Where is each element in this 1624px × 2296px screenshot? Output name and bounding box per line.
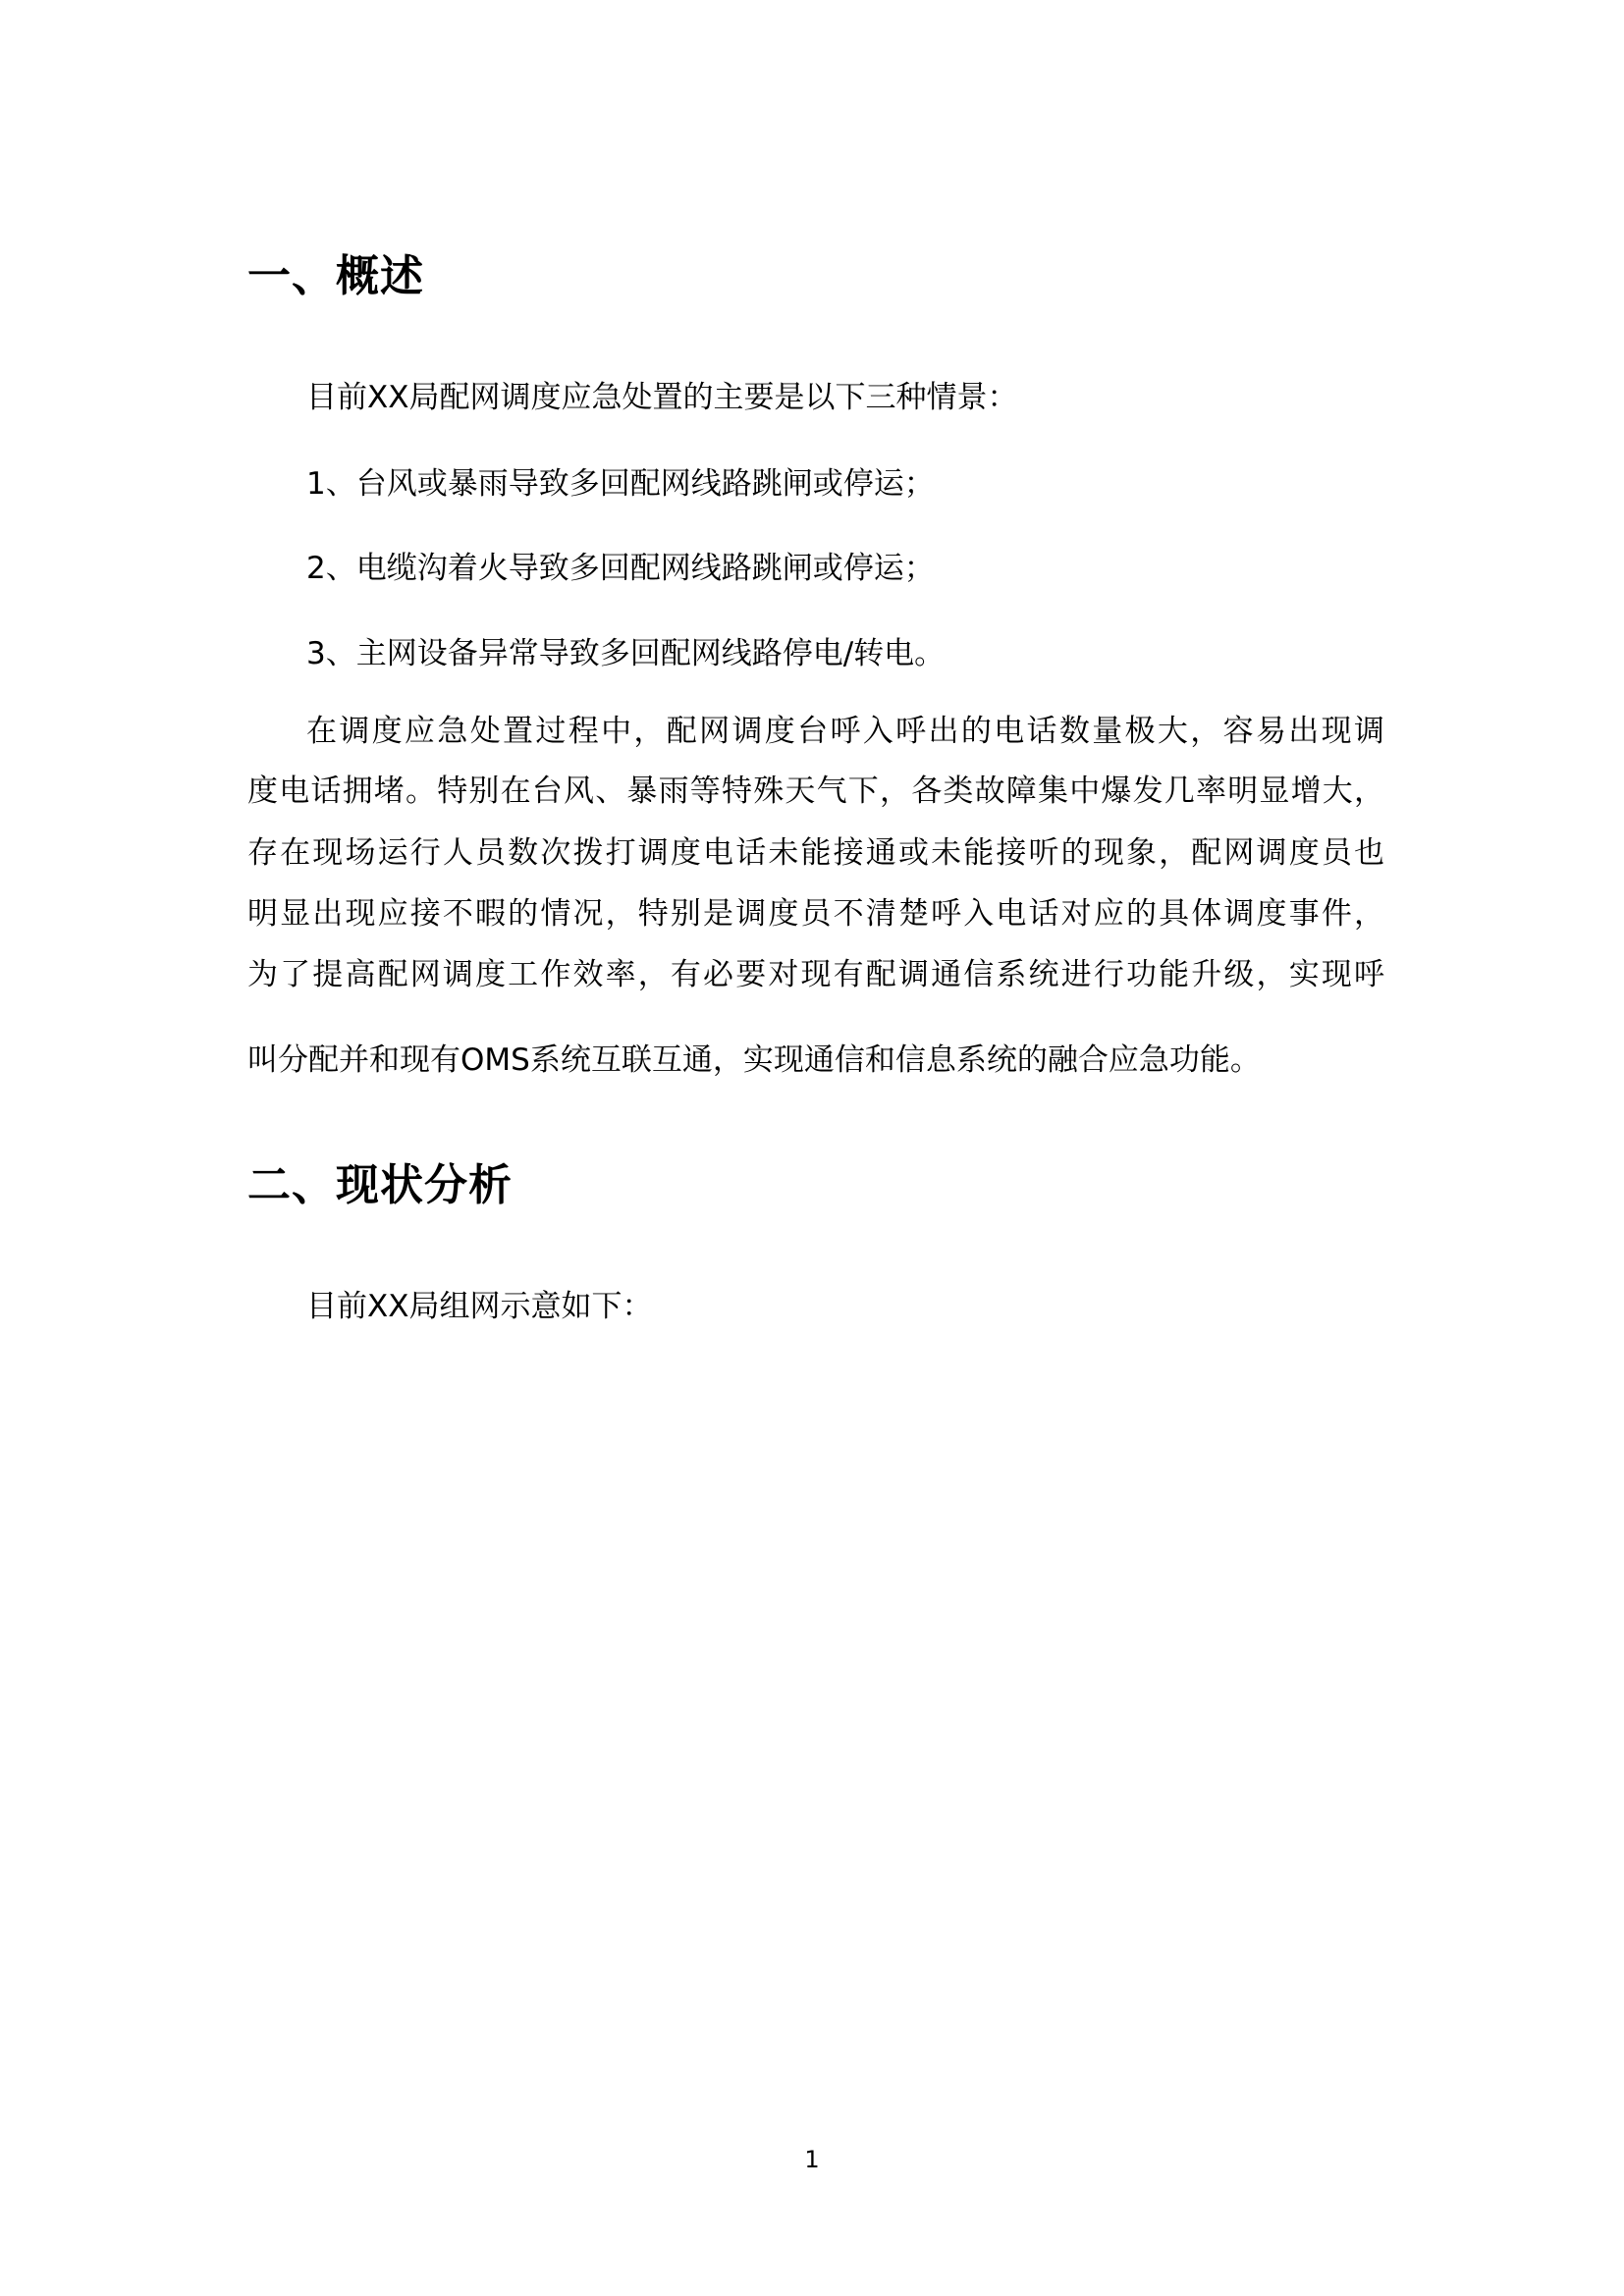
paragraph-line-6: 叫分配并和现有OMS系统互联互通，实现通信和信息系统的融合应急功能。	[247, 1042, 1261, 1078]
page-number: 1	[804, 2146, 820, 2173]
paragraph-line-2: 度电话拥堵。特别在台风、暴雨等特殊天气下，各类故障集中爆发几率明显增大，	[247, 774, 1384, 809]
scenario-item-3: 3、主网设备异常导致多回配网线路停电/转电。	[306, 636, 946, 671]
section-2-intro: 目前XX局组网示意如下：	[306, 1289, 653, 1324]
section-1-intro: 目前XX局配网调度应急处置的主要是以下三种情景：	[306, 380, 1018, 415]
paragraph-line-5: 为了提高配网调度工作效率，有必要对现有配调通信系统进行功能升级，实现呼	[247, 957, 1384, 992]
scenario-item-2: 2、电缆沟着火导致多回配网线路跳闸或停运；	[306, 551, 935, 586]
paragraph-line-4: 明显出现应接不暇的情况，特别是调度员不清楚呼入电话对应的具体调度事件，	[247, 896, 1384, 932]
paragraph-line-3: 存在现场运行人员数次拨打调度电话未能接通或未能接听的现象，配网调度员也	[247, 835, 1384, 871]
section-2-title: 二、现状分析	[247, 1160, 513, 1210]
section-1-title: 一、概述	[247, 251, 424, 301]
paragraph-line-1: 在调度应急处置过程中，配网调度台呼入呼出的电话数量极大，容易出现调	[306, 714, 1384, 749]
scenario-item-1: 1、台风或暴雨导致多回配网线路跳闸或停运；	[306, 466, 935, 502]
